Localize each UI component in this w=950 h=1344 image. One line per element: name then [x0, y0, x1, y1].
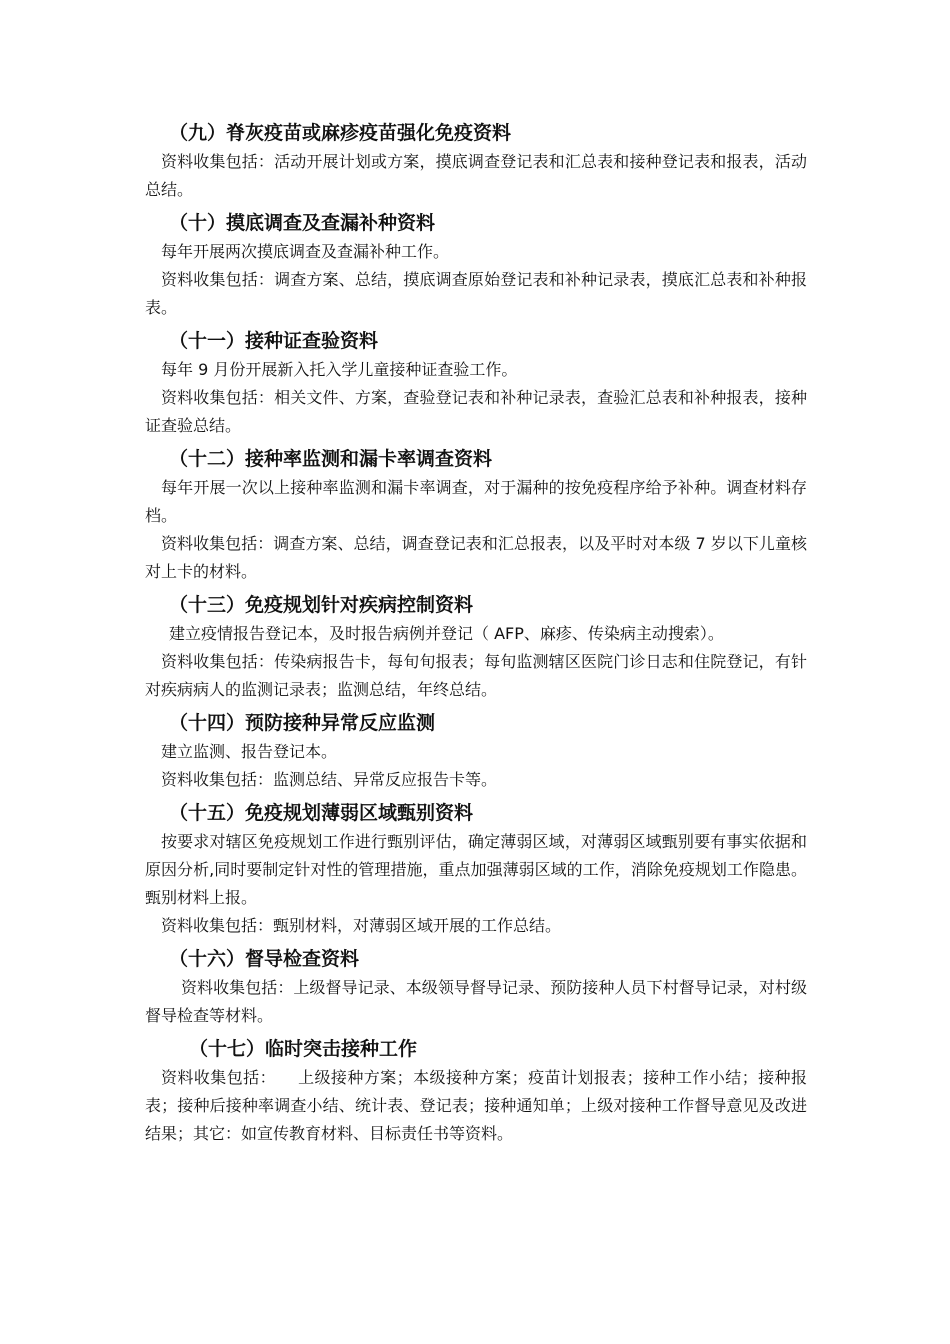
- section-11: [145, 326, 807, 440]
- paragraph: 资料收集包括： 上级接种方案；本级接种方案；疫苗计划报表；接种工作小结；接种报表；接种后接种率调查小结、统计表、登记表；接种通知单；上级对接种工作督导意见及改进结果；其它：如宣传教育材料、目标责任书等资料。: [145, 1068, 807, 1143]
- paragraph: 每年 9 月份开展新入托入学儿童接种证查验工作。: [161, 360, 518, 379]
- section-13: [145, 590, 807, 704]
- section-14: [145, 708, 807, 794]
- section-9: [145, 118, 807, 204]
- paragraph: 每年开展两次摸底调查及查漏补种工作。: [161, 242, 450, 261]
- paragraph: 资料收集包括：上级督导记录、本级领导督导记录、预防接种人员下村督导记录，对村级督导检查等材料。: [145, 978, 807, 1025]
- paragraph: 资料收集包括：调查方案、总结，摸底调查原始登记表和补种记录表，摸底汇总表和补种报表。: [145, 270, 807, 317]
- paragraph: 资料收集包括：甄别材料，对薄弱区域开展的工作总结。: [161, 916, 562, 935]
- section-heading: （十三）免疫规划针对疾病控制资料: [169, 594, 474, 616]
- section-heading: （十四）预防接种异常反应监测: [169, 712, 436, 734]
- section-heading: （十七）临时突击接种工作: [189, 1038, 418, 1060]
- section-17: [145, 1034, 807, 1148]
- section-16: [145, 944, 807, 1030]
- section-heading: （十一）接种证查验资料: [169, 330, 379, 352]
- paragraph: 每年开展一次以上接种率监测和漏卡率调查，对于漏种的按免疫程序给予补种。调查材料存档。: [145, 478, 807, 525]
- paragraph: 资料收集包括：监测总结、异常反应报告卡等。: [161, 770, 498, 789]
- paragraph: 建立监测、报告登记本。: [161, 742, 338, 761]
- section-heading: （十六）督导检查资料: [169, 948, 360, 970]
- document-page: [145, 118, 807, 1148]
- section-15: [145, 798, 807, 940]
- section-heading: （九）脊灰疫苗或麻疹疫苗强化免疫资料: [169, 122, 512, 144]
- section-12: [145, 444, 807, 586]
- paragraph: 建立疫情报告登记本，及时报告病例并登记（ AFP、麻疹、传染病主动搜索）。: [169, 624, 724, 643]
- section-heading: （十）摸底调查及查漏补种资料: [169, 212, 436, 234]
- section-10: [145, 208, 807, 322]
- paragraph: 资料收集包括：调查方案、总结，调查登记表和汇总报表，以及平时对本级 7 岁以下儿童核对上卡的材料。: [145, 534, 807, 581]
- paragraph: 资料收集包括：活动开展计划或方案，摸底调查登记表和汇总表和接种登记表和报表，活动总结。: [145, 152, 807, 199]
- section-heading: （十二）接种率监测和漏卡率调查资料: [169, 448, 493, 470]
- paragraph: 按要求对辖区免疫规划工作进行甄别评估，确定薄弱区域，对薄弱区域甄别要有事实依据和原因分析,同时要制定针对性的管理措施，重点加强薄弱区域的工作，消除免疫规划工作隐患。甄别材料上报。: [145, 832, 807, 907]
- section-heading: （十五）免疫规划薄弱区域甄别资料: [169, 802, 474, 824]
- paragraph: 资料收集包括：相关文件、方案，查验登记表和补种记录表，查验汇总表和补种报表，接种证查验总结。: [145, 388, 807, 435]
- paragraph: 资料收集包括：传染病报告卡，每旬旬报表；每旬监测辖区医院门诊日志和住院登记，有针对疾病病人的监测记录表；监测总结，年终总结。: [145, 652, 807, 699]
